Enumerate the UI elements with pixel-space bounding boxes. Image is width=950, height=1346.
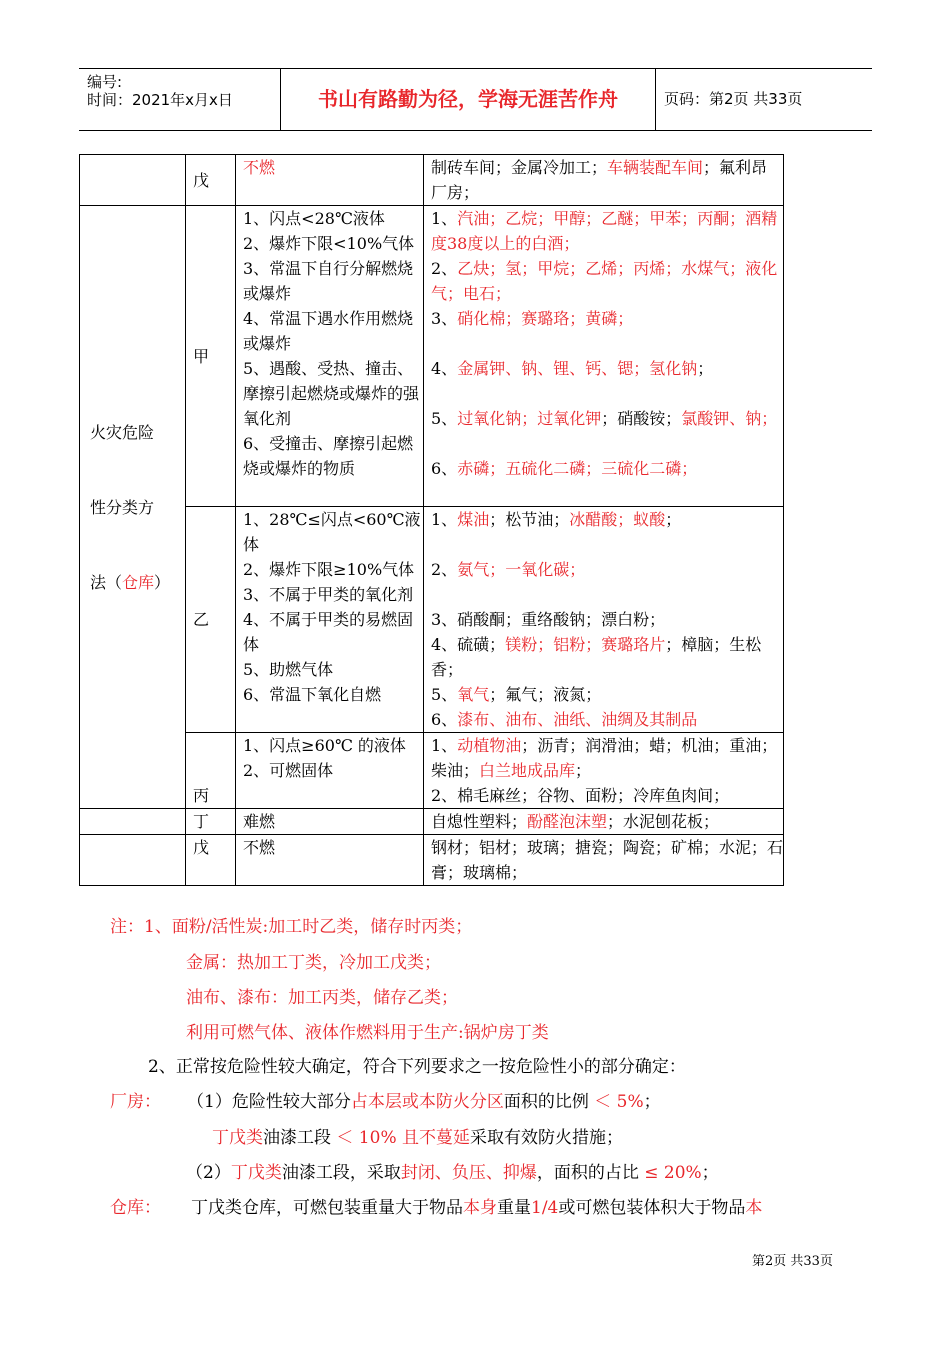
example-text: 制砖车间；金属冷加工； (431, 158, 608, 177)
condition-cell (236, 507, 424, 733)
note-line-6: 厂房： （1）危险性较大部分占本层或本防火分区面积的比例 ＜ 5%； (110, 1092, 661, 1112)
class-cell: 乙 (186, 507, 236, 733)
condition-cell (236, 733, 424, 809)
example-text-red: 车辆装配车间 (607, 158, 704, 177)
table-row-yi (80, 507, 784, 733)
category-cell-empty (80, 809, 186, 835)
condition-item: 6、常温下氧化自燃 (243, 685, 382, 704)
example-text-red: 赤磷；五硫化二磷；三硫化二磷； (457, 459, 698, 478)
page-footer: 第2页 共33页 (752, 1254, 833, 1269)
condition-item: 4、常温下遇水作用燃烧或爆炸 (243, 309, 414, 353)
example-text-red: 过氧化钠；过氧化钾 (457, 409, 602, 428)
category-line: ） (154, 572, 171, 592)
class-cell: 戊 (186, 155, 236, 206)
note-4: 利用可燃气体、液体作燃料用于生产:锅炉房丁类 (186, 1023, 549, 1043)
category-line: 性分类方 (90, 497, 155, 517)
category-cell-empty (80, 835, 186, 886)
example-cell: 1、汽油；乙烷；甲醇；乙醚；甲苯；丙酮；酒精度38度以上的白酒； 2、乙炔；氢；甲烷；乙烯；丙烯；水煤气；液化气；电石； 3、硝化棉；赛璐珞；黄磷； 4、金属钾、钠、锂、钙、锶；氢化钠； 5、过氧化钠；过氧化钾；硝酸铵；氯酸钾、钠； 6、赤磷；五硫化二磷；三硫化二磷； (424, 206, 784, 507)
header-meta (79, 69, 281, 130)
example-cell: 1、煤油；松节油；冰醋酸；蚁酸； 2、氨气；一氧化碳； 3、硝酸酮；重络酸钠；漂白粉； 4、硫磺；镁粉；铝粉；赛璐珞片；樟脑；生松香； 5、氧气；氟气；液氮； 6、漆布、油布、油纸、油绸及其制品 (424, 507, 784, 733)
example-cell: 自熄性塑料；酚醛泡沫塑；水泥刨花板； (424, 809, 784, 835)
table-row-jia (80, 206, 784, 507)
condition-cell: 难燃 (236, 809, 424, 835)
note-5: 2、正常按危险性较大确定，符合下列要求之一按危险性小的部分确定： (148, 1057, 686, 1077)
condition-item: 2、爆炸下限<10%气体 (243, 234, 415, 253)
example-text-red: 汽油；乙烷；甲醇；乙醚；甲苯；丙酮；酒精度38度以上的白酒； (431, 209, 778, 253)
note-2: 金属：热加工丁类，冷加工戊类； (186, 953, 441, 973)
table-row-wu (80, 835, 784, 886)
example-cell: 钢材；铝材；玻璃；搪瓷；陶瓷；矿棉；水泥；石膏；玻璃棉； (424, 835, 784, 886)
condition-item: 1、闪点<28℃液体 (243, 209, 385, 228)
example-cell (424, 155, 784, 206)
example-text-red: 硝化棉；赛璐珞；黄磷； (457, 309, 634, 328)
condition-item: 1、28℃≤闪点<60℃液体 (243, 510, 421, 554)
condition-item: 4、不属于甲类的易燃固体 (243, 610, 414, 654)
example-cell: 1、动植物油；沥青；润滑油；蜡；机油；重油；柴油；白兰地成品库； 2、棉毛麻丝；谷物、面粉；冷库鱼肉间； (424, 733, 784, 809)
condition-item: 5、遇酸、受热、撞击、摩擦引起燃烧或爆炸的强氧化剂 (243, 359, 420, 428)
note-1: 注：1、面粉/活性炭:加工时乙类，储存时丙类； (110, 917, 473, 937)
fire-hazard-table (79, 154, 784, 886)
note-3: 油布、漆布：加工丙类，储存乙类； (186, 988, 458, 1008)
time-label: 时间：2021年x月x日 (87, 91, 233, 109)
page-header (79, 68, 872, 131)
condition-item: 2、爆炸下限≥10%气体 (243, 560, 415, 579)
header-page-info: 页码：第2页 共33页 (664, 90, 803, 108)
example-text-red: 乙炔；氢；甲烷；乙烯；丙烯；水煤气；液化气；电石； (431, 259, 778, 303)
condition-item: 3、常温下自行分解燃烧或爆炸 (243, 259, 414, 303)
table-row-bing (80, 733, 784, 809)
class-cell: 丁 (186, 809, 236, 835)
note-line-9: 仓库： 丁戊类仓库，可燃包装重量大于物品本身重量1/4或可燃包装体积大于物品本 (110, 1198, 763, 1218)
category-cell-empty (80, 155, 186, 206)
condition-cell (236, 206, 424, 507)
category-line: 火灾危险 (90, 422, 155, 442)
condition-item: 5、助燃气体 (243, 660, 334, 679)
condition-item: 2、可燃固体 (243, 761, 334, 780)
condition-item: 1、闪点≥60℃ 的液体 (243, 736, 406, 755)
example-text-red: 金属钾、钠、锂、钙、锶；氢化钠 (457, 359, 698, 378)
category-cell (80, 206, 186, 809)
example-text: ；氟利昂厂房； (431, 158, 768, 202)
condition-cell: 不燃 (236, 835, 424, 886)
class-cell: 丙 (186, 733, 236, 809)
category-line-red: 仓库 (122, 572, 155, 592)
note-line-8: （2）丁戊类油漆工段，采取封闭、负压、抑爆，面积的占比 ≤ 20%； (186, 1163, 719, 1183)
condition-item: 6、受撞击、摩擦引起燃烧或爆炸的物质 (243, 434, 414, 478)
example-text-red: 氯酸钾、钠； (681, 409, 778, 428)
condition-item: 3、不属于甲类的氧化剂 (243, 585, 414, 604)
note-line-7: 丁戊类油漆工段 ＜ 10% 且不蔓延采取有效防火措施； (212, 1128, 623, 1148)
header-motto: 书山有路勤为径，学海无涯苦作舟 (281, 69, 656, 130)
number-label: 编号: (87, 73, 123, 91)
class-cell: 甲 (186, 206, 236, 507)
category-line: 法（ (90, 572, 123, 592)
class-cell: 戊 (186, 835, 236, 886)
table-row (80, 155, 784, 206)
table-row-ding (80, 809, 784, 835)
condition-cell: 不燃 (236, 155, 424, 206)
